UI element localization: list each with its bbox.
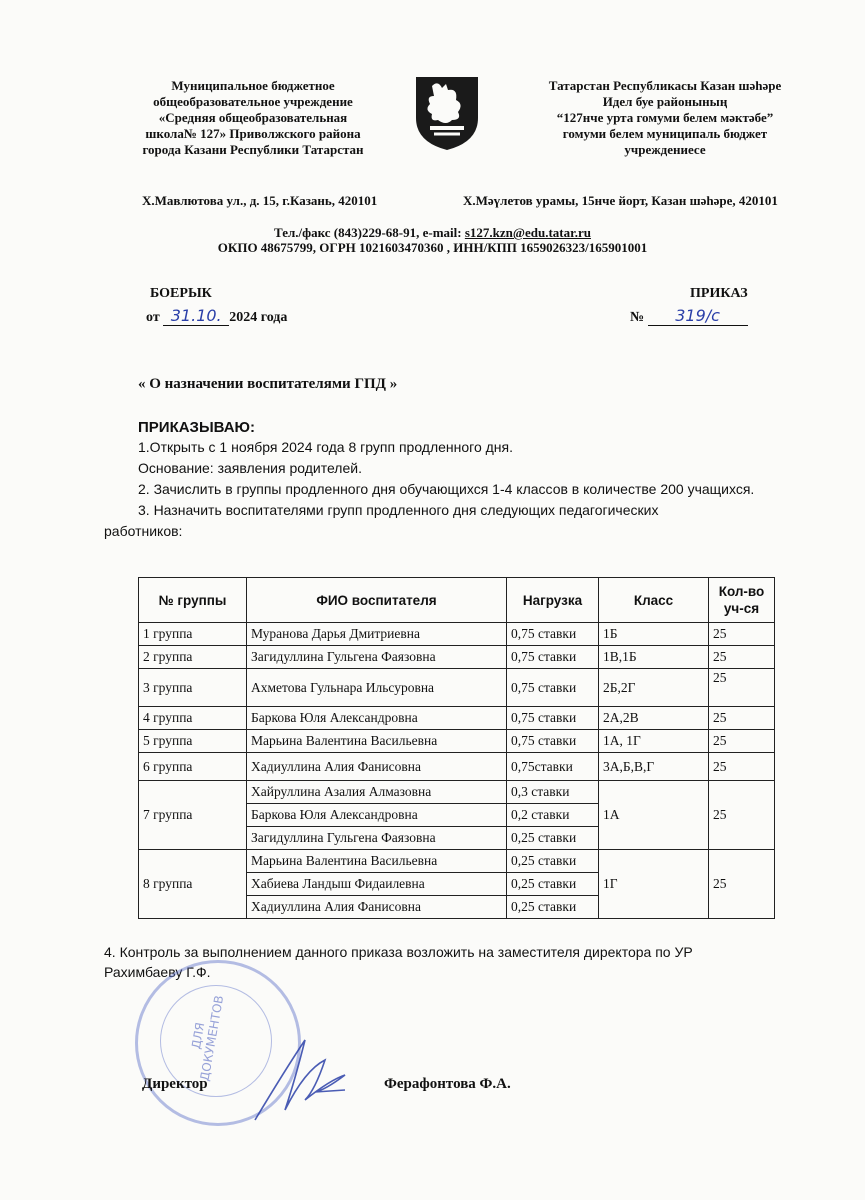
class-cell: 1В,1Б (599, 646, 709, 669)
header-left (118, 78, 388, 158)
table-row (139, 850, 775, 873)
group-cell: 7 группа (139, 781, 247, 850)
teacher-cell: Загидуллина Гульгена Фаязовна (247, 646, 507, 669)
header-right-line: “127нче урта гомуми белем мәктәбе” (556, 110, 774, 125)
paragraph-2: 2. Зачислить в группы продленного дня обучающихся 1-4 классов в количестве 200 учащихся. (138, 481, 755, 497)
staff-table (138, 577, 775, 919)
col-header: Кол-во уч-ся (709, 578, 775, 623)
director-name: Ферафонтова Ф.А. (384, 1076, 511, 1092)
paragraph-1-basis: Основание: заявления родителей. (138, 460, 362, 476)
contacts-line (0, 225, 865, 241)
group-cell: 4 группа (139, 707, 247, 730)
count-cell: 25 (709, 781, 775, 850)
load-cell: 0,75ставки (507, 753, 599, 781)
address-right: Х.Мәүлетов урамы, 15нче йорт, Казан шәһәре, 420101 (463, 193, 778, 208)
teacher-cell: Хадиуллина Алия Фанисовна (247, 753, 507, 781)
table-row (139, 623, 775, 646)
load-cell: 0,75 ставки (507, 623, 599, 646)
header-left-line: Муниципальное бюджетное (171, 78, 335, 93)
load-cell: 0,25 ставки (507, 873, 599, 896)
date-suffix: 2024 года (229, 310, 288, 325)
group-cell: 2 группа (139, 646, 247, 669)
load-cell: 0,75 ставки (507, 669, 599, 707)
table-row (139, 730, 775, 753)
table-row (139, 707, 775, 730)
table-row (139, 646, 775, 669)
group-cell: 1 группа (139, 623, 247, 646)
teacher-cell: Муранова Дарья Дмитриевна (247, 623, 507, 646)
col-header: Нагрузка (507, 578, 599, 623)
stamp-text: ДЛЯ ДОКУМЕНТОВ (188, 994, 227, 1083)
number-handwritten: 319/с (648, 306, 748, 326)
header-right (510, 78, 820, 158)
header-right-line: Идел буе районының (602, 94, 728, 109)
class-cell: 1А, 1Г (599, 730, 709, 753)
load-cell: 0,75 ставки (507, 730, 599, 753)
date-handwritten: 31.10. (163, 306, 229, 326)
group-cell: 6 группа (139, 753, 247, 781)
boeryk-label: БОЕРЫК (150, 286, 212, 301)
teacher-cell: Хадиуллина Алия Фанисовна (247, 896, 507, 919)
prikazyvayu-heading: ПРИКАЗЫВАЮ: (138, 419, 256, 436)
count-cell: 25 (709, 753, 775, 781)
class-cell: 1Б (599, 623, 709, 646)
table-row (139, 669, 775, 707)
load-cell: 0,75 ставки (507, 646, 599, 669)
teacher-cell: Ахметова Гульнара Ильсуровна (247, 669, 507, 707)
signature-scribble-icon (245, 1030, 355, 1130)
order-title: « О назначении воспитателями ГПД » (138, 376, 398, 392)
header-left-line: «Средняя общеобразовательная (158, 110, 348, 125)
group-cell: 5 группа (139, 730, 247, 753)
header-left-line: общеобразовательное учреждение (153, 94, 353, 109)
paragraph-3-line1: 3. Назначить воспитателями групп продленного дня следующих педагогических (138, 502, 659, 518)
order-number (630, 306, 748, 326)
load-cell: 0,3 ставки (507, 781, 599, 804)
count-cell: 25 (709, 730, 775, 753)
class-cell: 1А (599, 781, 709, 850)
load-cell: 0,2 ставки (507, 804, 599, 827)
teacher-cell: Баркова Юля Александровна (247, 804, 507, 827)
load-cell: 0,75 ставки (507, 707, 599, 730)
class-cell: 2Б,2Г (599, 669, 709, 707)
director-label: Директор (142, 1076, 208, 1092)
contacts-text: Тел./факс (843)229-68-91, e-mail: (274, 225, 465, 240)
order-date (146, 306, 287, 326)
kazan-emblem-icon (412, 74, 482, 152)
col-header: Класс (599, 578, 709, 623)
paragraph-1: 1.Открыть с 1 ноября 2024 года 8 групп продленного дня. (138, 439, 514, 455)
col-header: № группы (139, 578, 247, 623)
load-cell: 0,25 ставки (507, 850, 599, 873)
class-cell: 3А,Б,В,Г (599, 753, 709, 781)
teacher-cell: Баркова Юля Александровна (247, 707, 507, 730)
teacher-cell: Загидуллина Гульгена Фаязовна (247, 827, 507, 850)
load-cell: 0,25 ставки (507, 827, 599, 850)
prikaz-label: ПРИКАЗ (690, 286, 748, 301)
group-cell: 8 группа (139, 850, 247, 919)
count-cell: 25 (709, 669, 775, 707)
class-cell: 2А,2В (599, 707, 709, 730)
table-row (139, 753, 775, 781)
paragraph-4-line2: Рахимбаеву Г.Ф. (104, 964, 211, 980)
date-prefix: от (146, 310, 160, 325)
count-cell: 25 (709, 850, 775, 919)
header-right-line: учреждениесе (624, 142, 706, 157)
col-header: ФИО воспитателя (247, 578, 507, 623)
codes-line: ОКПО 48675799, ОГРН 1021603470360 , ИНН/КПП 1659026323/165901001 (217, 240, 648, 255)
paragraph-4-line1: 4. Контроль за выполнением данного приказа возложить на заместителя директора по УР (104, 944, 693, 960)
header-left-line: города Казани Республики Татарстан (142, 142, 364, 157)
table-row (139, 781, 775, 804)
count-cell: 25 (709, 623, 775, 646)
teacher-cell: Марьина Валентина Васильевна (247, 850, 507, 873)
header-left-line: школа№ 127» Приволжского района (145, 126, 361, 141)
count-cell: 25 (709, 707, 775, 730)
header-right-line: гомуми белем муниципаль бюджет (562, 126, 768, 141)
teacher-cell: Хабиева Ландыш Фидаилевна (247, 873, 507, 896)
paragraph-3-line2: работников: (104, 523, 183, 539)
teacher-cell: Хайруллина Азалия Алмазовна (247, 781, 507, 804)
group-cell: 3 группа (139, 669, 247, 707)
count-cell: 25 (709, 646, 775, 669)
table-header-row (139, 578, 775, 623)
load-cell: 0,25 ставки (507, 896, 599, 919)
address-left: Х.Мавлютова ул., д. 15, г.Казань, 420101 (142, 193, 378, 208)
number-prefix: № (630, 310, 645, 325)
email-link[interactable]: s127.kzn@edu.tatar.ru (464, 225, 591, 240)
header-right-line: Татарстан Республикасы Казан шәһәре (548, 78, 782, 93)
teacher-cell: Марьина Валентина Васильевна (247, 730, 507, 753)
class-cell: 1Г (599, 850, 709, 919)
